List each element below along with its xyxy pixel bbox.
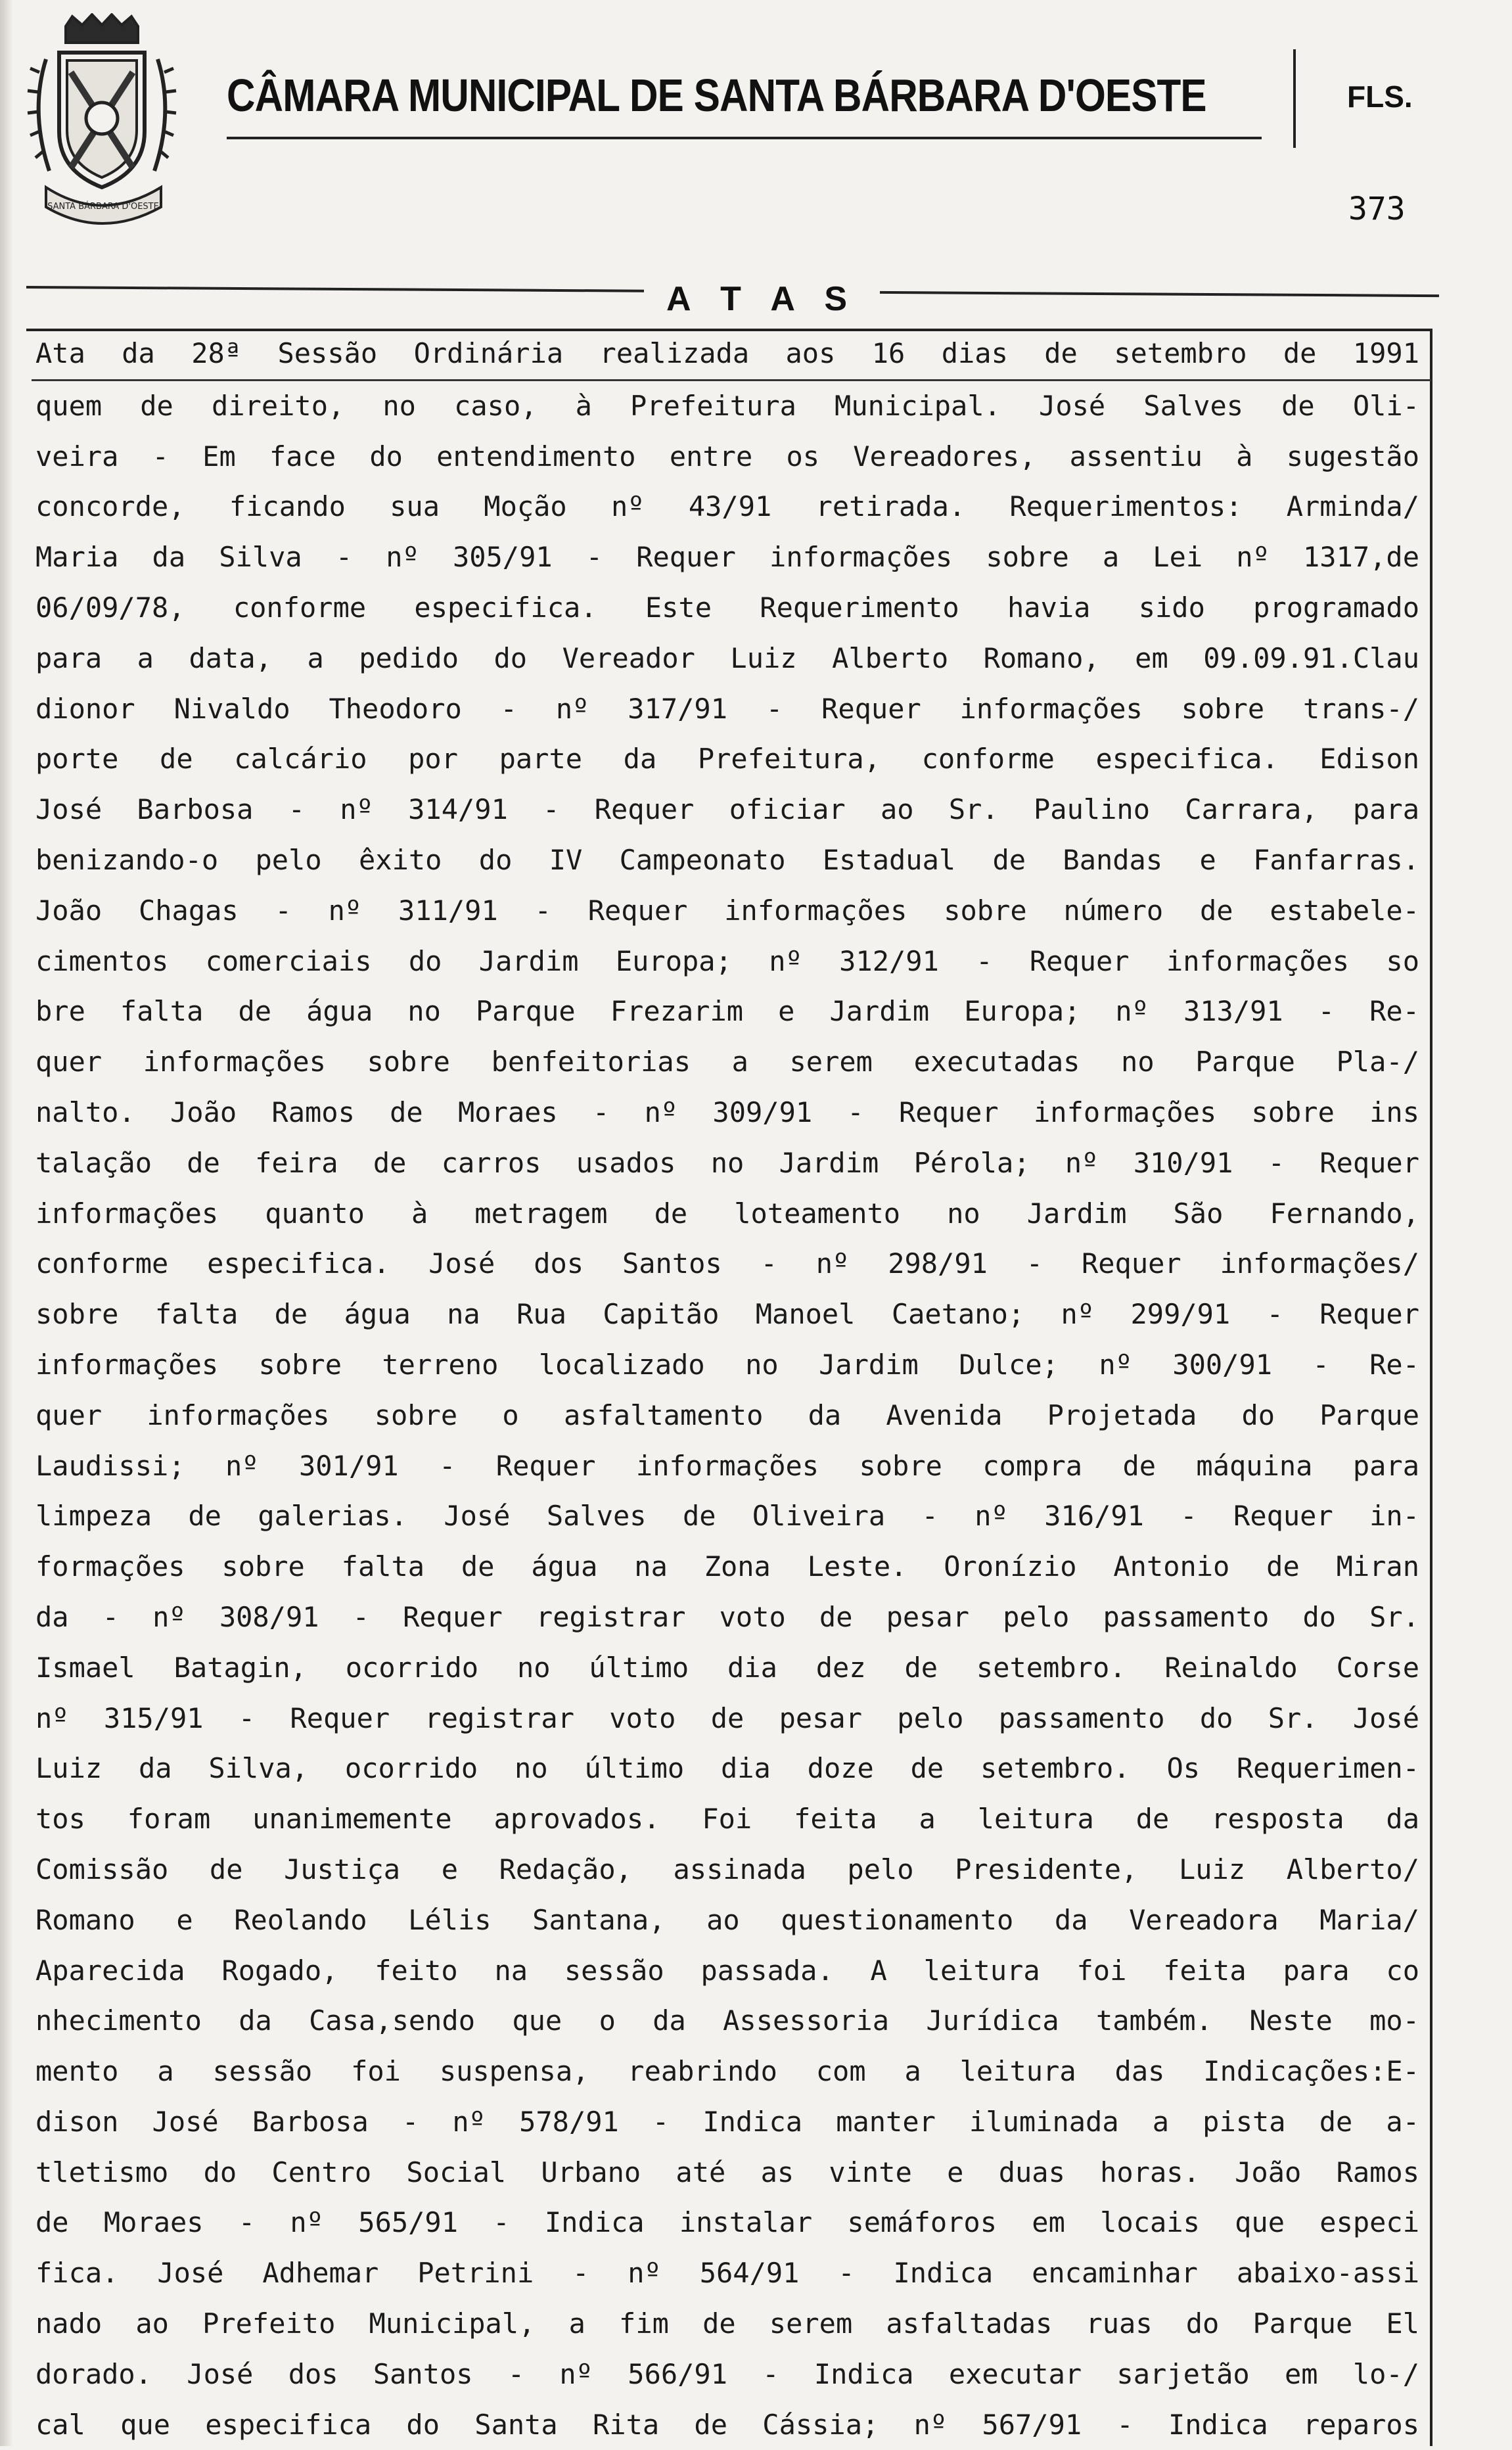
minutes-line: Romano e Reolando Lélis Santana, ao questionamento da Vereadora Maria/ xyxy=(35,1903,1419,1936)
minutes-line: concorde, ficando sua Moção nº 43/91 retirada. Requerimentos: Arminda/ xyxy=(35,490,1419,523)
minutes-line: para a data, a pedido do Vereador Luiz Alberto Romano, em 09.09.91.Clau xyxy=(35,641,1419,674)
minutes-line: dionor Nivaldo Theodoro - nº 317/91 - Requer informações sobre trans-/ xyxy=(35,692,1419,725)
minutes-line: dison José Barbosa - nº 578/91 - Indica manter iluminada a pista de a- xyxy=(35,2105,1419,2138)
minutes-line: João Chagas - nº 311/91 - Requer informações sobre número de estabele- xyxy=(35,894,1419,927)
minutes-line: quer informações sobre o asfaltamento da Avenida Projetada do Parque xyxy=(35,1398,1419,1431)
minutes-line: cimentos comerciais do Jardim Europa; nº 312/91 - Requer informações so xyxy=(35,944,1419,977)
minutes-line: benizando-o pelo êxito do IV Campeonato Estadual de Bandas e Fanfarras. xyxy=(35,843,1419,876)
minutes-line: 06/09/78, conforme especifica. Este Requerimento havia sido programado xyxy=(35,591,1419,624)
minutes-line: talação de feira de carros usados no Jardim Pérola; nº 310/91 - Requer xyxy=(35,1146,1419,1179)
minutes-line: formações sobre falta de água na Zona Leste. Oronízio Antonio de Miran xyxy=(35,1550,1419,1583)
minutes-line: quem de direito, no caso, à Prefeitura Municipal. José Salves de Oli- xyxy=(35,389,1419,422)
minutes-line: mento a sessão foi suspensa, reabrindo com a leitura das Indicações:E- xyxy=(35,2055,1419,2088)
header-underline xyxy=(227,137,1262,139)
scanned-page-edge xyxy=(0,0,13,2446)
minutes-body xyxy=(32,329,1431,2450)
section-title: A T A S xyxy=(644,279,880,319)
minutes-line: informações sobre terreno localizado no Jardim Dulce; nº 300/91 - Re- xyxy=(35,1348,1419,1381)
minutes-line: veira - Em face do entendimento entre os Vereadores, assentiu à sugestão xyxy=(35,440,1419,473)
municipal-coat-of-arms-icon xyxy=(20,13,184,237)
minutes-line: Ismael Batagin, ocorrido no último dia dez de setembro. Reinaldo Corse xyxy=(35,1651,1419,1684)
seal-ribbon-text: SANTA BÁRBARA D'OESTE xyxy=(47,202,159,212)
minutes-line: cal que especifica do Santa Rita de Cássia; nº 567/91 - Indica reparos xyxy=(35,2408,1419,2441)
chamber-header-title: CÂMARA MUNICIPAL DE SANTA BÁRBARA D'OESTE xyxy=(227,70,1206,121)
minutes-line: bre falta de água no Parque Frezarim e Jardim Europa; nº 313/91 - Re- xyxy=(35,995,1419,1028)
minutes-line: de Moraes - nº 565/91 - Indica instalar semáforos em locais que especi xyxy=(35,2206,1419,2239)
minutes-line: tos foram unanimemente aprovados. Foi feita a leitura de resposta da xyxy=(35,1803,1419,1836)
minutes-line: Laudissi; nº 301/91 - Requer informações sobre compra de máquina para xyxy=(35,1449,1419,1482)
minutes-line: porte de calcário por parte da Prefeitura, conforme especifica. Edison xyxy=(35,743,1419,775)
minutes-line: José Barbosa - nº 314/91 - Requer oficiar ao Sr. Paulino Carrara, para xyxy=(35,793,1419,826)
minutes-line: conforme especifica. José dos Santos - nº 298/91 - Requer informações/ xyxy=(35,1247,1419,1280)
minutes-line: dorado. José dos Santos - nº 566/91 - Indica executar sarjetão em lo-/ xyxy=(35,2357,1419,2390)
minutes-line: informações quanto à metragem de loteamento no Jardim São Fernando, xyxy=(35,1197,1419,1230)
minutes-line: nalto. João Ramos de Moraes - nº 309/91 - Requer informações sobre ins xyxy=(35,1096,1419,1128)
minutes-line: fica. José Adhemar Petrini - nº 564/91 - Indica encaminhar abaixo-assi xyxy=(35,2257,1419,2290)
minutes-line: nhecimento da Casa,sendo que o da Assessoria Jurídica também. Neste mo- xyxy=(35,2004,1419,2037)
minutes-line: quer informações sobre benfeitorias a serem executadas no Parque Pla-/ xyxy=(35,1046,1419,1078)
minutes-line: tletismo do Centro Social Urbano até as vinte e duas horas. João Ramos xyxy=(35,2156,1419,2188)
minutes-line: limpeza de galerias. José Salves de Oliveira - nº 316/91 - Requer in- xyxy=(35,1500,1419,1533)
folio-label: FLS. xyxy=(1347,80,1413,114)
minutes-line: Maria da Silva - nº 305/91 - Requer informações sobre a Lei nº 1317,de xyxy=(35,541,1419,574)
folio-number: 373 xyxy=(1348,191,1406,227)
minutes-line: nº 315/91 - Requer registrar voto de pesar pelo passamento do Sr. José xyxy=(35,1701,1419,1734)
minutes-line: Comissão de Justiça e Redação, assinada pelo Presidente, Luiz Alberto/ xyxy=(35,1853,1419,1885)
minutes-line: sobre falta de água na Rua Capitão Manoel Caetano; nº 299/91 - Requer xyxy=(35,1298,1419,1331)
minutes-line: nado ao Prefeito Municipal, a fim de serem asfaltadas ruas do Parque El xyxy=(35,2307,1419,2340)
minutes-line: Aparecida Rogado, feito na sessão passada. A leitura foi feita para co xyxy=(35,1954,1419,1987)
minutes-line: da - nº 308/91 - Requer registrar voto de pesar pelo passamento do Sr. xyxy=(35,1600,1419,1633)
minutes-line: Ata da 28ª Sessão Ordinária realizada aos 16 dias de setembro de 1991 xyxy=(32,329,1431,381)
header-divider xyxy=(1293,49,1296,148)
minutes-line: Luiz da Silva, ocorrido no último dia doze de setembro. Os Requerimen- xyxy=(35,1752,1419,1785)
